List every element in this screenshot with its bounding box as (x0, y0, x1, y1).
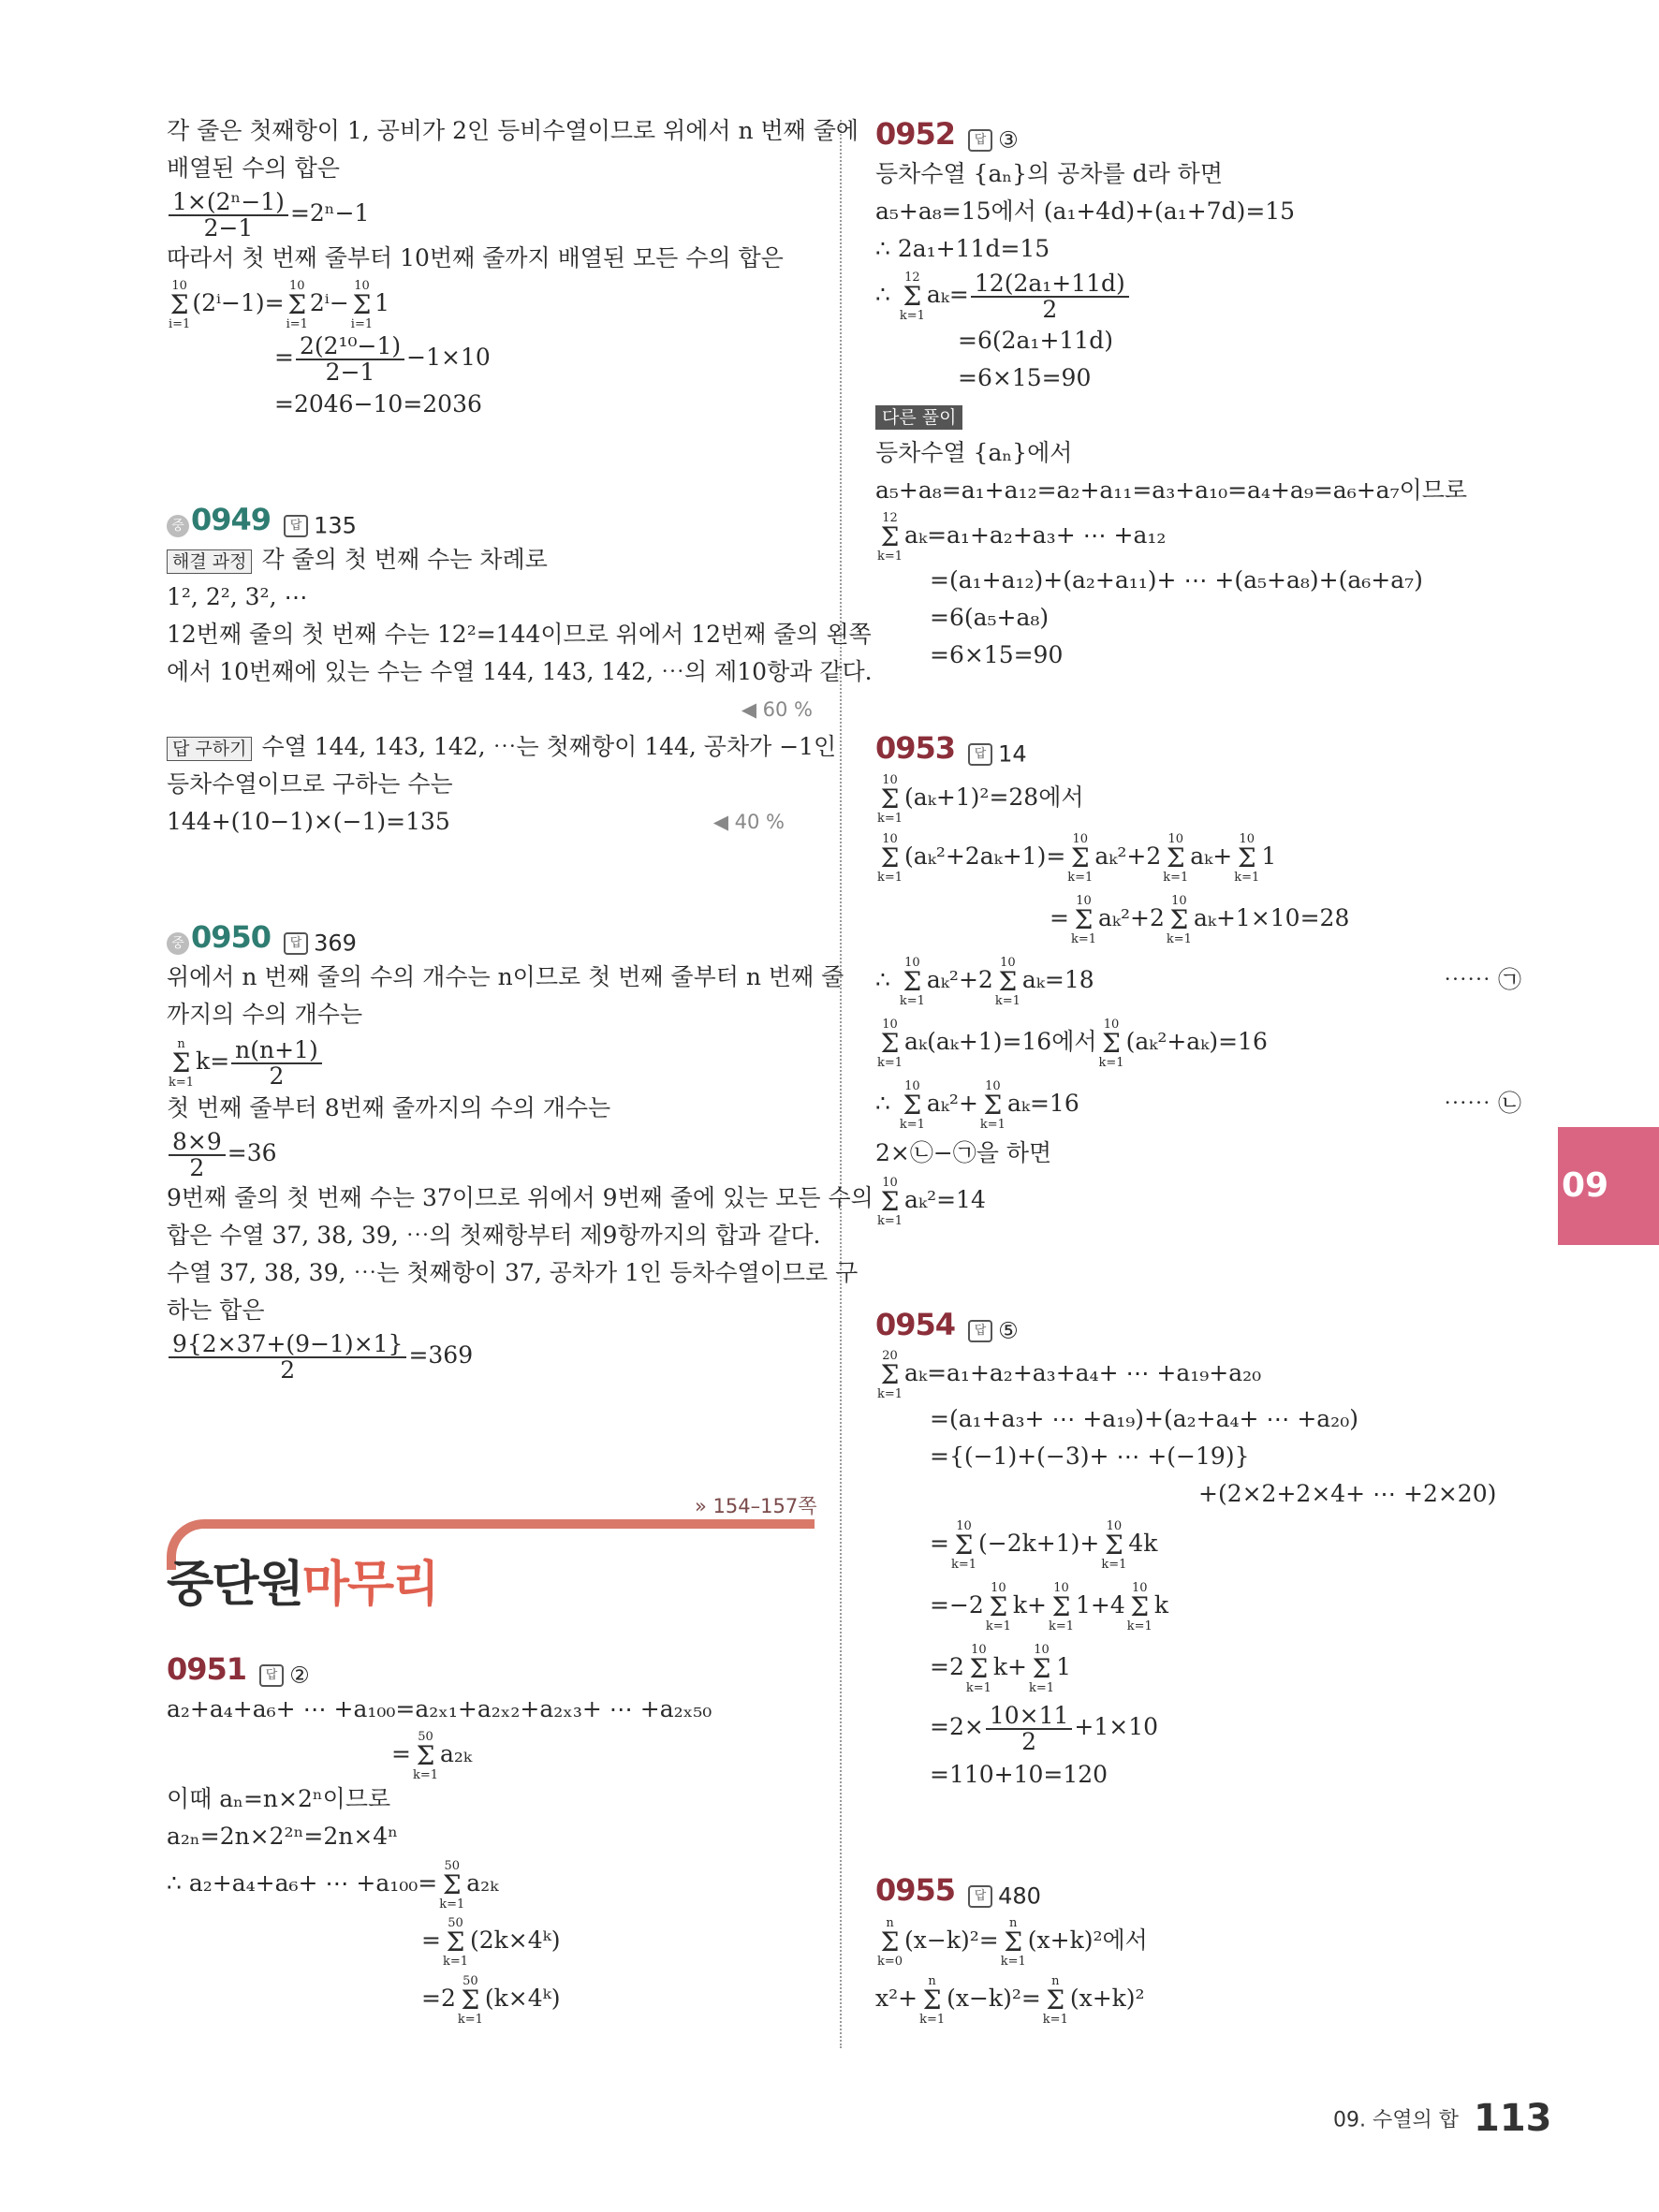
question-0951 (167, 1648, 813, 2028)
question-header-0952 (875, 112, 1549, 155)
difficulty-badge: 중 (167, 515, 189, 537)
answer-value: 135 (314, 512, 357, 539)
text-line: 등차수열 {aₙ}에서 (875, 439, 1073, 466)
right-column (875, 112, 1549, 2028)
equation: = 50 Σ k=1 a₂ₖ (391, 1729, 473, 1782)
answer-value: 14 (998, 740, 1027, 768)
answer-icon: 답 (968, 129, 992, 152)
equation: $\frac{8\times 9}{2}$ =36 (167, 1127, 813, 1179)
equation: =−2 10 Σ k=1 k+ 10 Σ k=1 1+4 10 Σ k=1 k (930, 1580, 1168, 1633)
step-tag: 답 구하기 (167, 737, 252, 761)
equation: ∴ 10 Σ k=1 aₖ²+ 10 Σ k=1 aₖ=16 ⋯⋯ ㉡ (875, 1073, 1549, 1135)
text-line: 해결 과정 각 줄의 첫 번째 수는 차례로 (167, 541, 813, 579)
question-number: 0953 (875, 730, 956, 766)
text-line: a₅+a₈=15에서 (a₁+4d)+(a₁+7d)=15 (875, 198, 1296, 225)
equation: 10 Σ k=1 aₖ(aₖ+1)=16에서 10 Σ k=1 (aₖ²+aₖ)=16 (877, 1017, 1268, 1070)
equation: n Σ k=1 k= $\frac{n(n+1)}{2}$ (167, 1033, 813, 1090)
text-line: 따라서 첫 번째 줄부터 10번째 줄까지 배열된 모든 수의 합은 (167, 244, 784, 271)
step-tag: 해결 과정 (167, 549, 252, 574)
column-divider (840, 120, 842, 2048)
text-line: 12번째 줄의 첫 번째 수는 12²=144이므로 위에서 12번째 줄의 왼쪽 (167, 621, 872, 648)
question-header-0955 (875, 1868, 1549, 1912)
chapter-tab: 09 (1558, 1127, 1659, 1245)
equation: =2× $\frac{10\times 11}{2}$ +1×10 (930, 1701, 1159, 1755)
equation: 10 Σ i=1 (2ⁱ−1)= 10 Σ i=1 2ⁱ− 10 Σ i=1 1 (169, 278, 390, 331)
equation: $\frac{9\{2\times 37+(9-1)\times 1\}}{2}$ =369 (167, 1329, 813, 1382)
alt-solution-label: 다른 풀이 (875, 397, 1549, 434)
equation: 10 Σ k=1 (aₖ²+2aₖ+1)= 10 Σ k=1 aₖ²+2 10 Σ k=1 aₖ+ 10 Σ k=1 1 (877, 831, 1277, 885)
answer-icon: 답 (968, 743, 992, 766)
text-line: 2×㉡−㉠을 하면 (875, 1139, 1052, 1166)
text-line: 1², 2², 3², ⋯ (167, 583, 308, 610)
answer-icon: 답 (968, 1885, 992, 1908)
equation: =2 10 Σ k=1 k+ 10 Σ k=1 1 (930, 1642, 1071, 1695)
page-footer (1333, 2097, 1551, 2140)
answer-value: 369 (314, 930, 357, 957)
equation: ={(−1)+(−3)+ ⋯ +(−19)} (930, 1443, 1250, 1470)
question-header-0951 (167, 1648, 813, 1691)
equation: =(a₁+a₁₂)+(a₂+a₁₁)+ ⋯ +(a₅+a₈)+(a₆+a₇) (930, 566, 1423, 593)
equation-mark: ⋯⋯ ㉠ (1444, 966, 1521, 993)
equation: =2046−10=2036 (274, 390, 482, 417)
score-percent: ◀ 40 % (712, 811, 785, 833)
question-number: 0950 (191, 919, 272, 955)
question-number: 0954 (875, 1307, 956, 1342)
equation: 12 Σ k=1 aₖ=a₁+a₂+a₃+ ⋯ +a₁₂ (877, 510, 1167, 564)
equation: n Σ k=0 (x−k)²= n Σ k=1 (x+k)²에서 (877, 1915, 1148, 1969)
answer-value: ③ (998, 126, 1019, 154)
answer-icon: 답 (259, 1664, 284, 1687)
text-line: 9번째 줄의 첫 번째 수는 37이므로 위에서 9번째 줄에 있는 모든 수의 (167, 1184, 874, 1211)
equation: =6×15=90 (958, 364, 1092, 391)
equation: $\frac{\text{1×(2ⁿ−1)}}{2-1}$ =2ⁿ−1 (167, 187, 813, 240)
equation: ∴ 12 Σ k=1 aₖ= $\frac{\text{12(2a₁+11d)}}{2}$ (875, 268, 1549, 322)
equation: = 10 Σ k=1 (−2k+1)+ 10 Σ k=1 4k (930, 1518, 1158, 1572)
text-line: a₅+a₈=a₁+a₁₂=a₂+a₁₁=a₃+a₁₀=a₄+a₉=a₆+a₇이므로 (875, 476, 1468, 504)
equation: =2 50 Σ k=1 (k×4ᵏ) (421, 1973, 561, 2027)
chapter-title: 09. 수열의 합 (1333, 2108, 1459, 2132)
text-line: 수열 37, 38, 39, ⋯는 첫째항이 37, 공차가 1인 등차수열이므로 구 (167, 1259, 859, 1286)
text-line: 이때 aₙ=n×2ⁿ이므로 (167, 1785, 391, 1812)
equation: =110+10=120 (930, 1761, 1108, 1788)
question-header-0949 (167, 498, 813, 541)
text-line: 각 줄은 첫째항이 1, 공비가 2인 등비수열이므로 위에서 n 번째 줄에 (167, 117, 859, 144)
question-number: 0949 (191, 502, 272, 537)
answer-icon: 답 (284, 932, 308, 955)
text-line: ∴ 2a₁+11d=15 (875, 235, 1050, 262)
page-number: 113 (1473, 2097, 1552, 2140)
equation: = 10 Σ k=1 aₖ²+2 10 Σ k=1 aₖ+1×10=28 (1050, 893, 1350, 946)
question-header-0954 (875, 1303, 1549, 1346)
text-line: a₂ₙ=2n×2²ⁿ=2n×4ⁿ (167, 1823, 399, 1850)
equation-mark: ⋯⋯ ㉡ (1444, 1090, 1521, 1117)
section-title: 중단원마무리 (167, 1557, 438, 1613)
text-line: a₂+a₄+a₆+ ⋯ +a₁₀₀=a₂ₓ₁+a₂ₓ₂+a₂ₓ₃+ ⋯ +a₂ₓ₅₀ (167, 1695, 712, 1722)
text-line: 하는 합은 (167, 1296, 265, 1324)
text-line: 144+(10−1)×(−1)=135 ◀ 40 % (167, 803, 813, 841)
answer-icon: 답 (284, 515, 308, 537)
equation: ∴ a₂+a₄+a₆+ ⋯ +a₁₀₀= 50 Σ k=1 a₂ₖ (167, 1858, 499, 1912)
text-line: 까지의 수의 개수는 (167, 1001, 363, 1028)
question-header-0953 (875, 726, 1549, 769)
question-number: 0951 (167, 1651, 247, 1687)
question-header-0950 (167, 916, 813, 959)
text-line: 등차수열 {aₙ}의 공차를 d라 하면 (875, 160, 1223, 187)
difficulty-badge: 중 (167, 932, 189, 955)
answer-value: ⑤ (998, 1317, 1019, 1344)
text-line: 답 구하기 수열 144, 143, 142, ⋯는 첫째항이 144, 공차가 −1인 (167, 728, 813, 766)
answer-value: 480 (998, 1882, 1041, 1910)
question-number: 0955 (875, 1872, 956, 1908)
equation: x²+ n Σ k=1 (x−k)²= n Σ k=1 (x+k)² (875, 1973, 1145, 2027)
text-line: 에서 10번째에 있는 수는 수열 144, 143, 142, ⋯의 제10항과 같다. (167, 658, 873, 685)
text-line: 배열된 수의 합은 (167, 154, 340, 182)
equation: =6×15=90 (930, 641, 1064, 668)
answer-value: ② (289, 1662, 310, 1689)
text-line: 위에서 n 번째 줄의 수의 개수는 n이므로 첫 번째 줄부터 n 번째 줄 (167, 963, 844, 990)
score-percent: ◀ 60 % (741, 698, 813, 721)
equation: +(2×2+2×4+ ⋯ +2×20) (1198, 1480, 1497, 1507)
answer-icon: 답 (968, 1320, 992, 1342)
page-reference: » 154–157쪽 (695, 1495, 817, 1517)
equation: 10 Σ k=1 (aₖ+1)²=28에서 (877, 772, 1084, 826)
equation: = $\frac{\text{2(2¹⁰−1)}}{2-1}$ −1×10 (274, 331, 491, 386)
left-column (167, 112, 874, 1384)
equation: =6(a₅+a₈) (930, 604, 1050, 631)
fraction: $\frac{\text{1×(2ⁿ−1)}}{2-1}$ (169, 190, 288, 241)
equation: =(a₁+a₃+ ⋯ +a₁₉)+(a₂+a₄+ ⋯ +a₂₀) (930, 1405, 1358, 1432)
text-line: 첫 번째 줄부터 8번째 줄까지의 수의 개수는 (167, 1094, 611, 1121)
text-line: 합은 수열 37, 38, 39, ⋯의 첫째항부터 제9항까지의 합과 같다. (167, 1222, 821, 1249)
equation: ∴ 10 Σ k=1 aₖ²+2 10 Σ k=1 aₖ=18 ⋯⋯ ㉠ (875, 949, 1549, 1011)
question-number: 0952 (875, 116, 956, 152)
equation: 20 Σ k=1 aₖ=a₁+a₂+a₃+a₄+ ⋯ +a₁₉+a₂₀ (877, 1348, 1262, 1401)
equation: =6(2a₁+11d) (958, 327, 1113, 354)
equation: = 50 Σ k=1 (2k×4ᵏ) (421, 1915, 561, 1969)
equation: 10 Σ k=1 aₖ²=14 (877, 1175, 986, 1228)
text-line: 등차수열이므로 구하는 수는 (167, 770, 453, 798)
